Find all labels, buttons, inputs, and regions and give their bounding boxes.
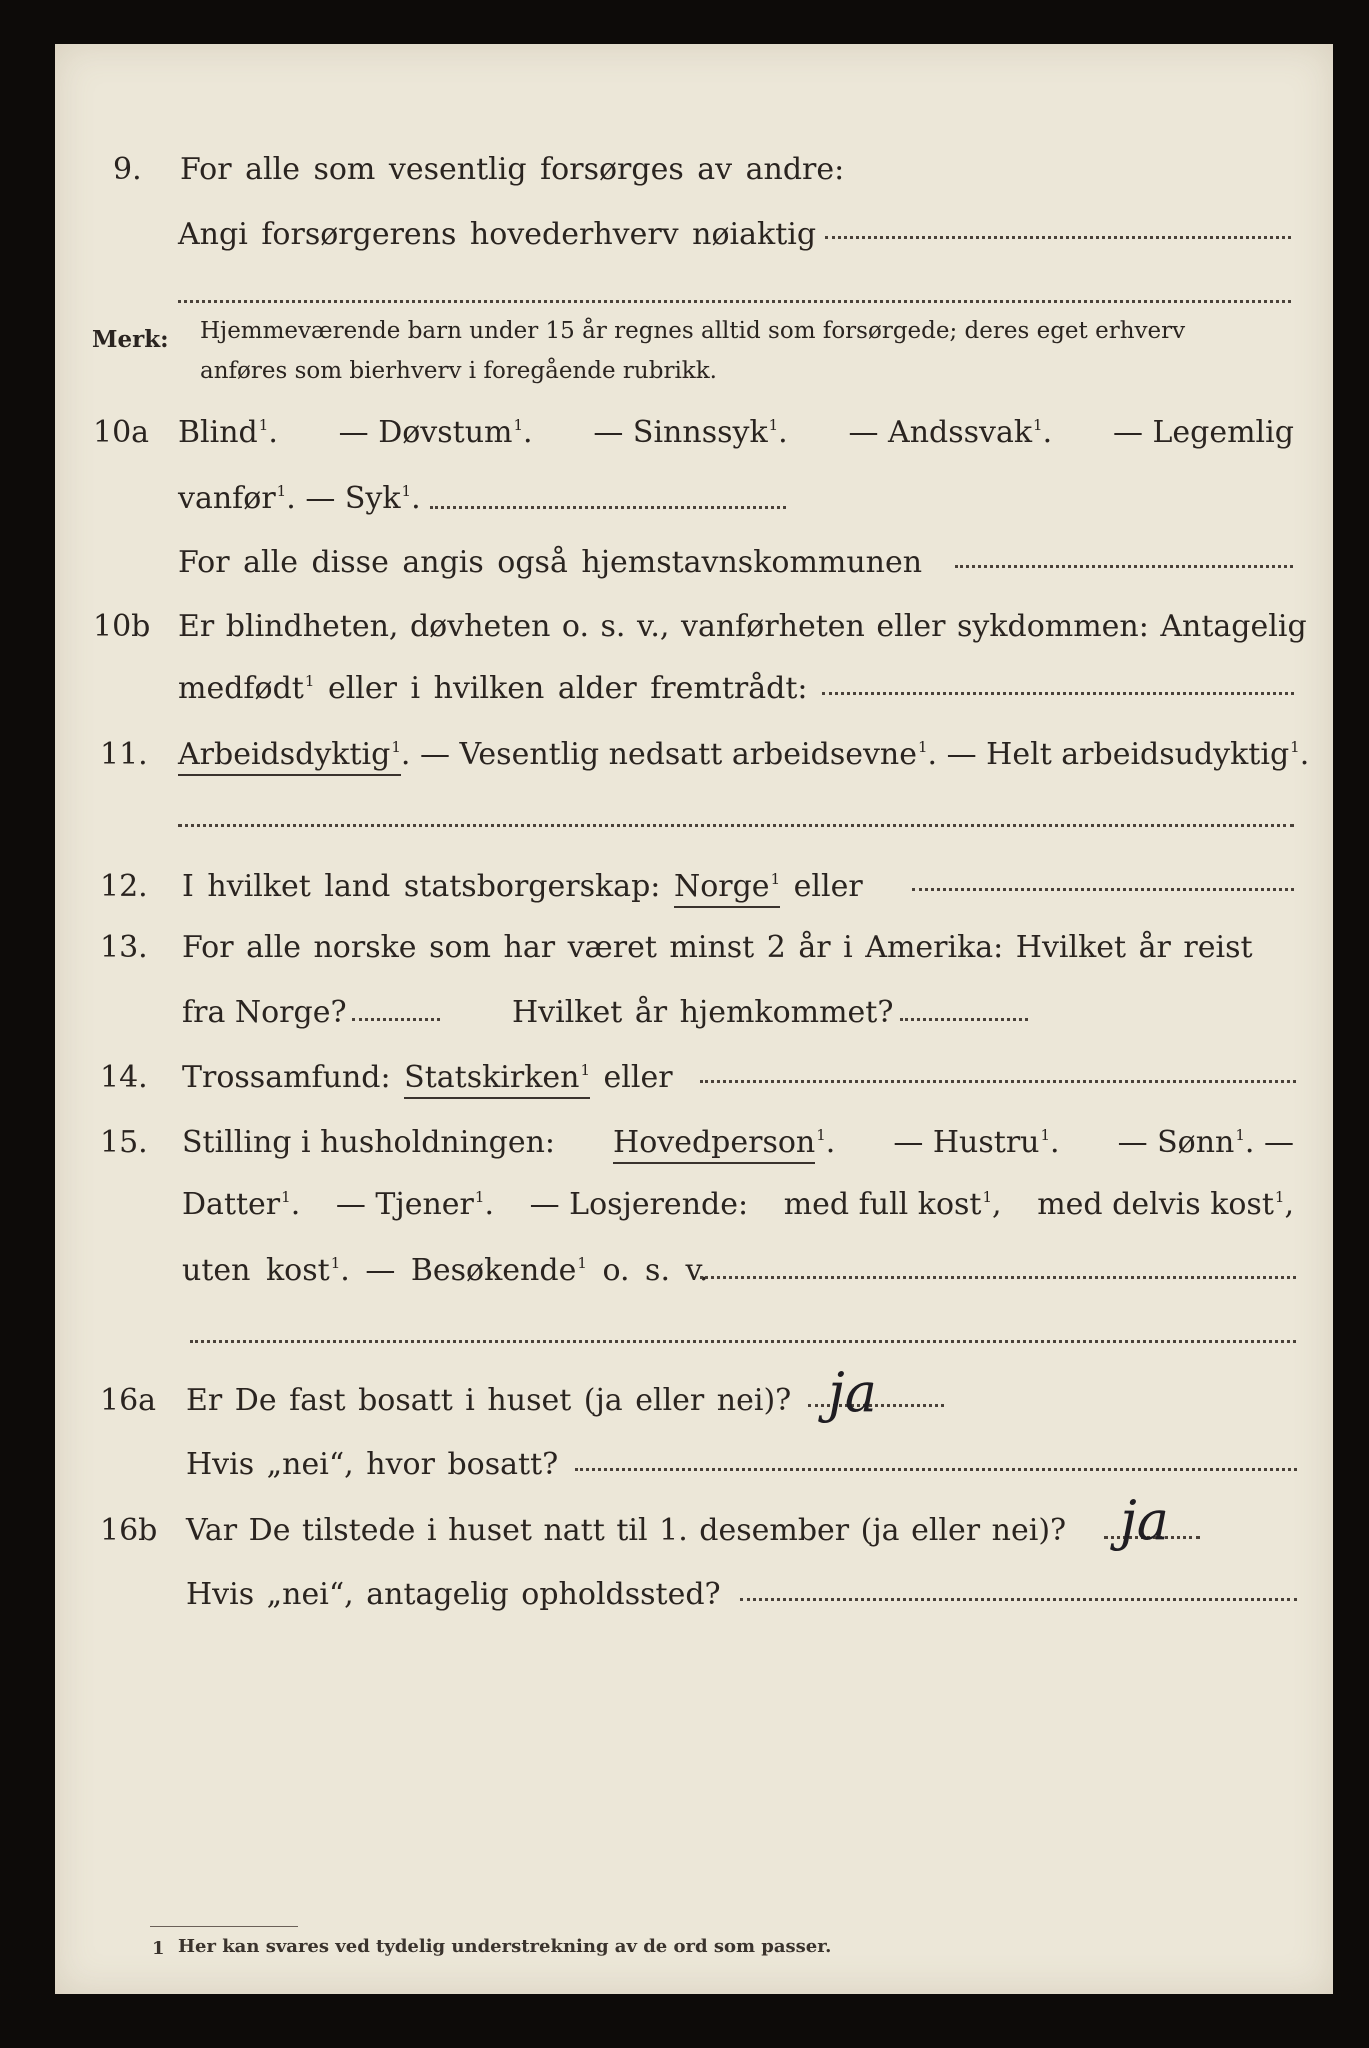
q11-number: 11. <box>100 737 148 772</box>
option-vesentlig: — Vesentlig nedsatt arbeidsevne$^1$. <box>419 737 938 772</box>
q15-number: 15. <box>100 1125 148 1160</box>
q13-fra: fra Norge? <box>182 995 347 1030</box>
q12-line: I hvilket land statsborgerskap: Norge$^1$ eller <box>182 872 863 902</box>
option-hustru: — Hustru$^1$. <box>893 1125 1060 1160</box>
option-datter: Datter$^1$. <box>182 1187 301 1222</box>
q15-line2: Datter$^1$. — Tjener$^1$. — Losjerende: med full kost$^1$, med delvis kost$^1$, <box>182 1187 1294 1222</box>
q16b-line2: Hvis „nei“, antagelig opholdssted? <box>186 1577 721 1612</box>
option-syk: — Syk$^1$. <box>305 481 421 516</box>
q9-line2: Angi forsørgerens hovederhverv nøiaktig <box>178 217 817 252</box>
option-uten-kost: uten kost$^1$. <box>182 1253 350 1288</box>
q11-extra-line <box>178 824 1294 827</box>
q16a-line2: Hvis „nei“, hvor bosatt? <box>186 1447 559 1482</box>
q16b-line2-answer <box>740 1598 1297 1601</box>
option-full-kost: med full kost$^1$, <box>783 1187 1002 1222</box>
q13-fra-line <box>352 1018 440 1021</box>
footnote-mark: 1 <box>152 1938 165 1959</box>
option-sonn: — Sønn$^1$. — <box>1117 1125 1294 1160</box>
q16a-line1: Er De fast bosatt i huset (ja eller nei)? <box>186 1383 792 1418</box>
option-statskirken: Statskirken$^1$ <box>404 1060 590 1099</box>
q13-hjem-line <box>900 1018 1028 1021</box>
q13-number: 13. <box>100 930 148 965</box>
q16b-line1: Var De tilstede i huset natt til 1. desember (ja eller nei)? <box>186 1513 1067 1548</box>
q10a-line2 <box>178 481 421 516</box>
option-besokende: — Besøkende$^1$ <box>365 1253 587 1288</box>
q15-line1: Stilling i husholdningen: Hovedperson$^1$. — Hustru$^1$. — Sønn$^1$. — <box>182 1128 1294 1158</box>
q10b-line1: Er blindheten, døvheten o. s. v., vanførheten eller sykdommen: Antagelig <box>178 609 1307 644</box>
q15-line3: uten kost$^1$. — Besøkende$^1$ o. s. v. <box>182 1253 709 1288</box>
option-vanfor: vanfør$^1$. <box>178 481 296 516</box>
q16a-handwritten-answer: ja <box>828 1361 877 1424</box>
q9-answer-line <box>825 236 1291 239</box>
q15-extra-line <box>190 1340 1296 1343</box>
option-tjener: — Tjener$^1$. <box>335 1187 494 1222</box>
q16a-line2-answer <box>575 1468 1297 1471</box>
q15-answer-line <box>700 1276 1296 1279</box>
q13-hjem: Hvilket år hjemkommet? <box>512 995 894 1030</box>
option-helt: — Helt arbeidsudyktig$^1$. <box>946 737 1310 772</box>
q10b-line2: medfødt$^1$ eller i hvilken alder fremtrådt: <box>178 671 808 706</box>
option-arbeidsdyktig: Arbeidsdyktig$^1$ <box>178 737 401 776</box>
q10b-answer-line <box>822 692 1294 695</box>
q10a-syk-line <box>430 506 786 509</box>
q16b-handwritten-answer: ja <box>1120 1489 1169 1552</box>
option-sinnssyk: — Sinnssyk$^1$. <box>593 415 788 450</box>
option-hovedperson: Hovedperson$^1$. <box>613 1128 835 1158</box>
option-legemlig: — Legemlig <box>1112 415 1294 450</box>
option-andssvak: — Andssvak$^1$. <box>848 415 1053 450</box>
option-blind: Blind$^1$. <box>178 415 278 450</box>
merk-line1: Hjemmeværende barn under 15 år regnes alltid som forsørgede; deres eget erhverv <box>200 318 1186 344</box>
q14-line: Trossamfund: Statskirken$^1$ eller <box>182 1063 673 1093</box>
q9-extra-line <box>178 300 1291 303</box>
q16a-number: 16a <box>100 1383 157 1418</box>
q10a-kommune-line <box>955 565 1293 568</box>
q12-answer-line <box>912 888 1294 891</box>
q10a-number: 10a <box>93 415 150 450</box>
q14-number: 14. <box>100 1060 148 1095</box>
merk-label: Merk: <box>92 326 169 353</box>
q10a-line1 <box>178 415 1294 450</box>
q10a-line3: For alle disse angis også hjemstavnskommunen <box>178 545 923 580</box>
merk-line2: anføres som bierhverv i foregående rubrikk. <box>200 358 717 384</box>
option-norge: Norge$^1$ <box>674 869 780 908</box>
q16b-number: 16b <box>100 1513 158 1548</box>
q9-number: 9. <box>113 152 142 187</box>
q11-line: Arbeidsdyktig$^1$. — Vesentlig nedsatt arbeidsevne$^1$. — Helt arbeidsudyktig$^1$. <box>178 740 1309 770</box>
q9-line1: For alle som vesentlig forsørges av andre: <box>180 152 845 187</box>
q13-line1: For alle norske som har været minst 2 år i Amerika: Hvilket år reist <box>182 930 1253 965</box>
footnote-rule <box>150 1926 298 1927</box>
option-dovstum: — Døvstum$^1$. <box>338 415 533 450</box>
footnote-text: Her kan svares ved tydelig understrekning av de ord som passer. <box>178 1936 832 1957</box>
q12-number: 12. <box>100 869 148 904</box>
option-delvis-kost: med delvis kost$^1$, <box>1037 1187 1294 1222</box>
q10b-number: 10b <box>93 609 151 644</box>
q14-answer-line <box>700 1080 1296 1083</box>
